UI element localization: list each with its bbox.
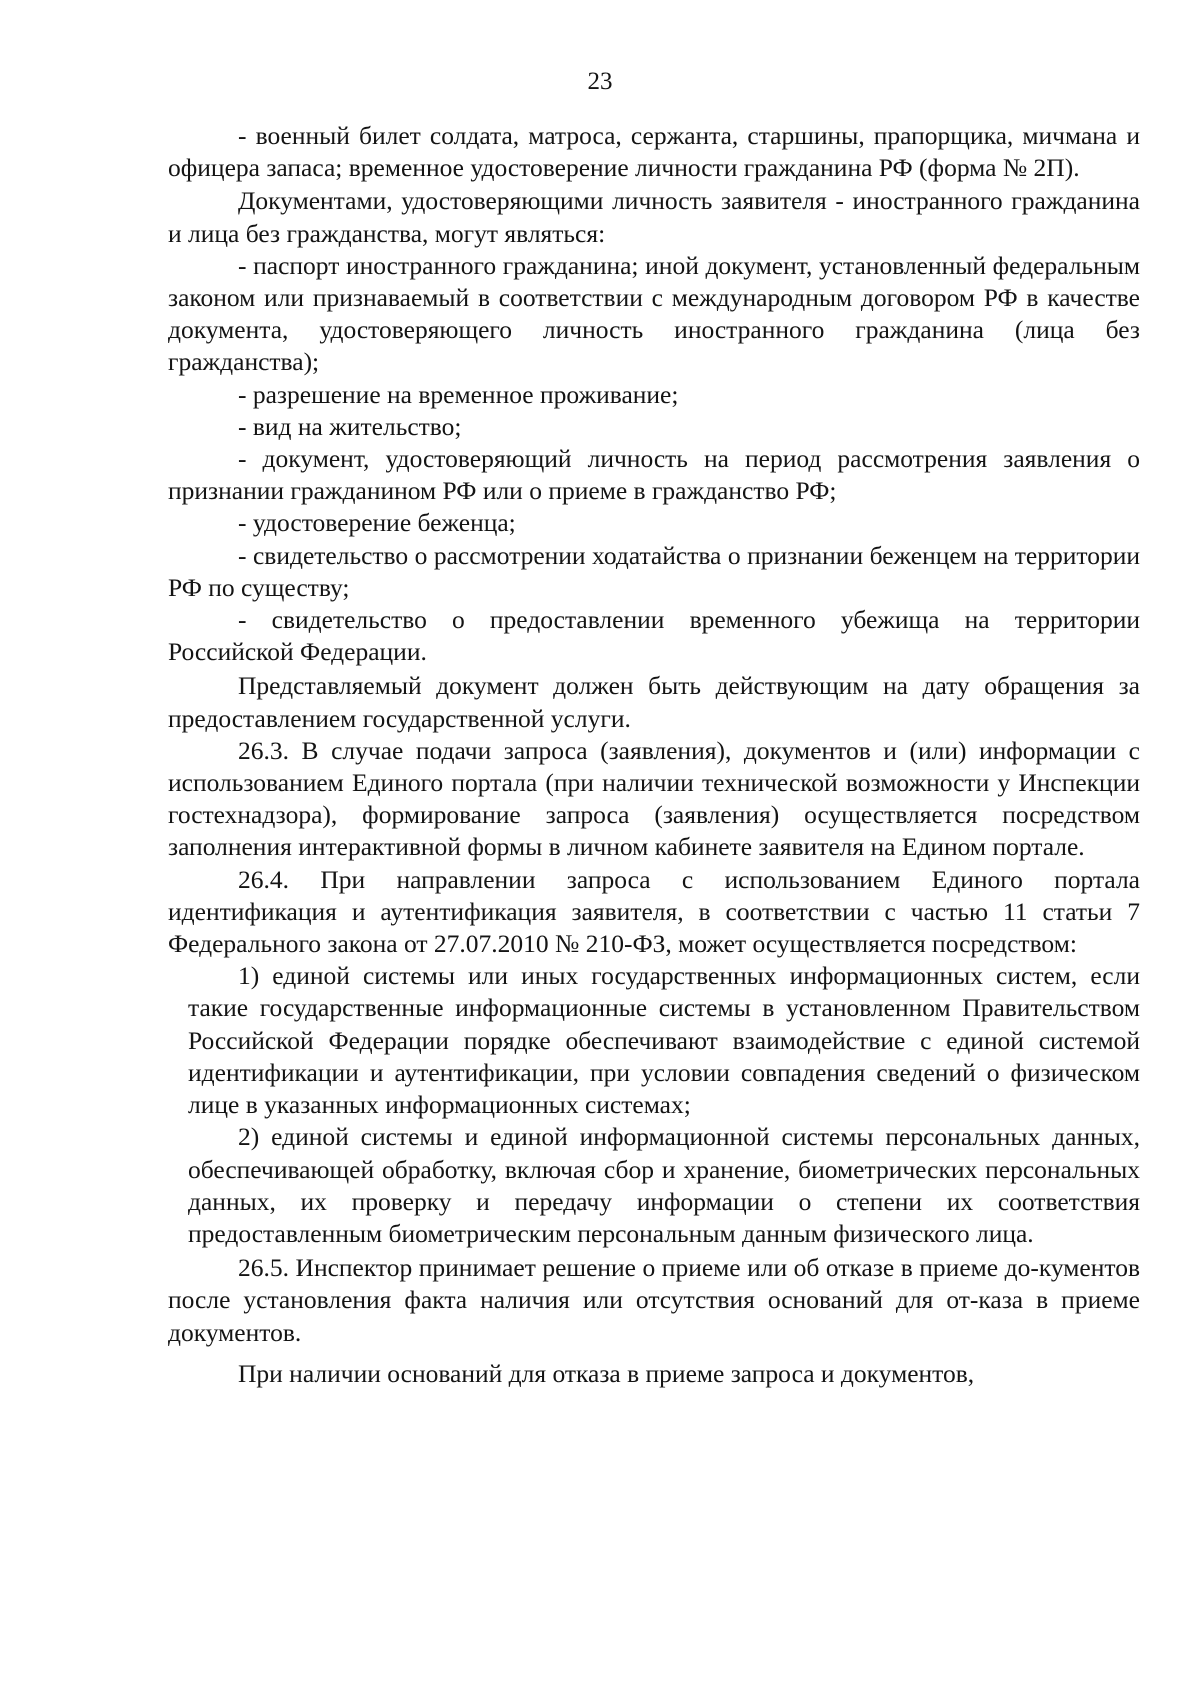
paragraph-refugee-certificate: - удостоверение беженца; xyxy=(238,508,516,538)
paragraph-26-4: 26.4. При направлении запроса с использованием Единого портала идентификация и аутентификация заявителя, в соответствии с частью 11 статьи 7 Федерального закона от 27.07.2010 № 210-ФЗ, может осуществляется посредством: xyxy=(168,864,1140,959)
paragraph-temporary-residence: - разрешение на временное проживание; xyxy=(238,379,679,409)
paragraph-26-5: 26.5. Инспектор принимает решение о приеме или об отказе в приеме до-кументов после установления факта наличия или отсутствия оснований для от-каза в приеме документов. xyxy=(168,1253,1140,1347)
paragraph-residence-permit: - вид на жительство; xyxy=(238,411,462,441)
paragraph-citizenship-review-document: - документ, удостоверяющий личность на период рассмотрения заявления о признании гражданином РФ или о приеме в гражданство РФ; xyxy=(168,444,1140,506)
paragraph-refusal-grounds: При наличии оснований для отказа в приеме запроса и документов, xyxy=(238,1358,975,1388)
list-item-2: 2) единой системы и единой информационной системы персональных данных, обеспечивающей обработку, включая сбор и хранение, биометрических персональных данных, их проверку и передачу информации о степени их соответствия предоставленным биометрическим персональным данным физического лица. xyxy=(188,1122,1140,1248)
paragraph-foreign-documents-intro: Документами, удостоверяющими личность заявителя - иностранного гражданина и лица без гражданства, могут являться: xyxy=(168,186,1140,248)
page-number: 23 xyxy=(587,68,613,95)
paragraph-refugee-petition-certificate: - свидетельство о рассмотрении ходатайства о признании беженцем на территории РФ по существу; xyxy=(168,540,1140,602)
paragraph-temporary-asylum-certificate: - свидетельство о предоставлении временного убежища на территории Российской Федерации. xyxy=(168,605,1140,667)
paragraph-military-id: - военный билет солдата, матроса, сержанта, старшины, прапорщика, мичмана и офицера запаса; временное удостоверение личности гражданина РФ (форма № 2П). xyxy=(168,121,1140,183)
paragraph-26-3: 26.3. В случае подачи запроса (заявления), документов и (или) информации с использованием Единого портала (при наличии технической возможности у Инспекции гостехнадзора), формирование запроса (заявления) осуществляется посредством заполнения интерактивной формы в личном кабинете заявителя на Едином портале. xyxy=(168,735,1140,862)
paragraph-foreign-passport: - паспорт иностранного гражданина; иной документ, установленный федеральным законом или признаваемый в соответствии с международным договором РФ в качестве документа, удостоверяющего личность иностранного гражданина (лица без гражданства); xyxy=(168,250,1140,377)
list-item-1: 1) единой системы или иных государственных информационных систем, если такие государственные информационные системы в установленном Правительством Российской Федерации порядке обеспечивают взаимодействие с единой системой идентификации и аутентификации, при условии совпадения сведений о физическом лице в указанных информационных системах; xyxy=(188,961,1140,1120)
paragraph-document-validity: Представляемый документ должен быть действующим на дату обращения за предоставлением государственной услуги. xyxy=(168,671,1140,733)
document-body xyxy=(168,120,1140,1390)
